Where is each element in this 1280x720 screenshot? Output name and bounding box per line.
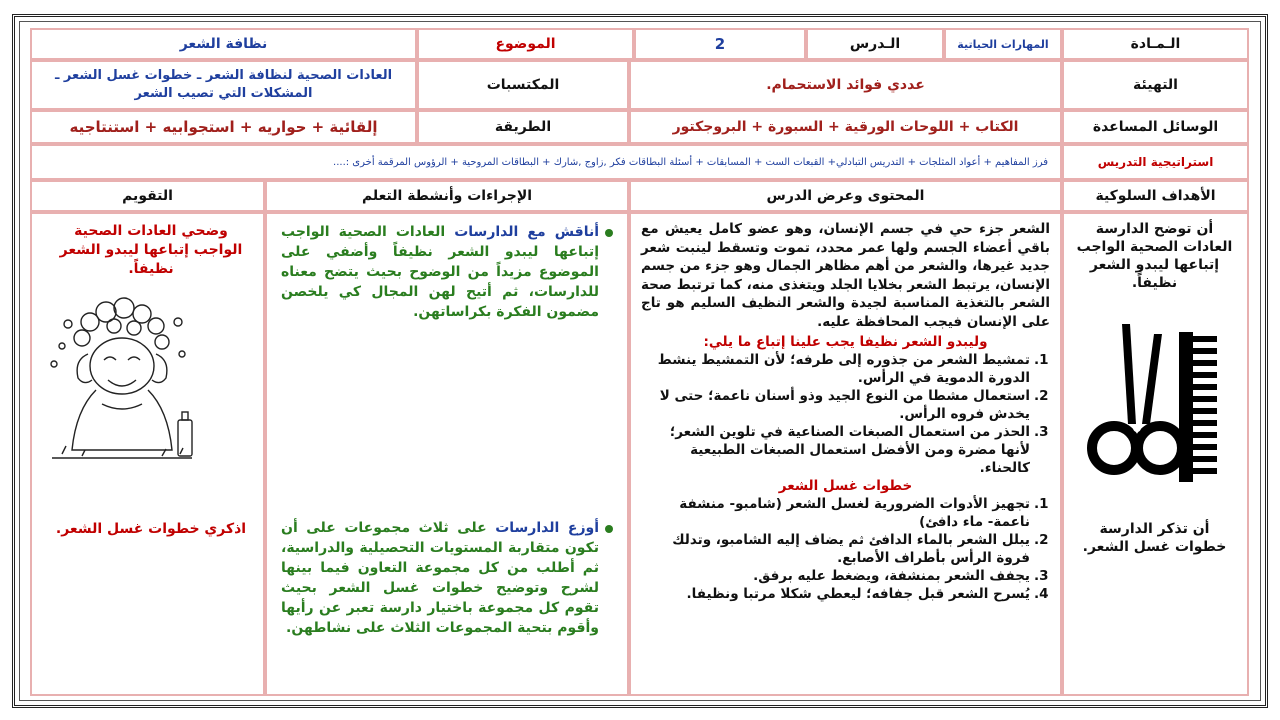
list-item: 1. تمشيط الشعر من جذوره إلى طرفه؛ لأن التمشيط ينشط الدورة الدموية في الرأس. [657,352,1049,386]
content-column [629,212,1062,696]
list-item: 4. يُسرح الشعر قبل جفافه؛ ليعطي شكلا مرتبا ونظيفا. [686,586,1049,602]
procedure-2 [281,518,613,638]
wash-steps-list [641,495,1050,603]
evaluation-2: اذكري خطوات غسل الشعر. [55,521,247,537]
evaluation-header: التقويم [30,180,265,212]
aids-label: الوسائل المساعدة [1062,110,1249,144]
evaluation-1: وضحي العادات الصحية الواجب إتباعها ليبدو الشعر نظيفاً. [59,223,243,277]
lesson-value: 2 [634,28,806,60]
procedure-1-text: العادات الصحية الواجب إتباعها ليبدو الشعر نظيفاً وأضفي على الموضوع مزيداً من الوضوح بحيث يتضح معناه للدارسات، ثم أتيح لهن المجال كي يلخصن مضمون الفكرة بكراساتهن. [281,224,599,320]
method-value: إلقائية + حواريه + استجوابيه + استنتاجيه [30,110,417,144]
topic-label: الموضوع [417,28,634,60]
wash-steps-title: خطوات غسل الشعر [778,478,913,494]
intro-value: عددي فوائد الاستحمام. [629,60,1062,110]
outcomes-value: العادات الصحية لنظافة الشعر ـ خطوات غسل الشعر ـ المشكلات التي تصيب الشعر [30,60,417,110]
content-header: المحتوى وعرض الدرس [629,180,1062,212]
list-item: 1. تجهيز الأدوات الضرورية لغسل الشعر (شامبو- منشفة ناعمة- ماء دافئ) [679,496,1049,530]
lesson-label: الـدرس [806,28,944,60]
content-intro: الشعر جزء حي في جسم الإنسان، وهو عضو كامل يعيش مع باقي أعضاء الجسم ولها عمر محدد، تموت وتسقط لينبت شعر جديد غيرها، والشعر من أهم مظاهر الجمال وهو جزء من جسم الإنسان، يرتبط الشعر بخلايا الجلد ويتغذى منه، كما ترتبط صحة الشعر بالتغذية المناسبة لجيدة والشعر النظيف السليم هو تاج على الإنسان فيجب المحافظة عليه. [641,221,1050,330]
procedure-2-text: على ثلاث مجموعات على أن تكون متقاربة المستويات التحصيلية والدراسية، ثم أطلب من كل مجموعة التعاون فيما بينها لشرح وتوضيح خطوات غسل الشعر بحيث تقوم كل مجموعة باختيار دارسة تعبر عن رأيها وأقوم بتحية المجموعات الثلاث على نشاطهن. [281,520,599,636]
strategy-value: فرز المفاهيم + أعواد المثلجات + التدريس التبادلي+ القبعات الست + المسابقات + أسئلة البطاقات فكر ,زاوج ,شارك + البطاقات المروحية + الرؤوس المرقمة أخرى :.... [30,144,1062,180]
list-item: 3. يجفف الشعر بمنشفة، ويضغط عليه برفق. [753,568,1049,584]
procedure-2-lead: أوزع الدارسات [495,520,599,536]
procedures-column [265,212,629,696]
strategy-label: استراتيجية التدريس [1062,144,1249,180]
bullet-icon [605,525,613,533]
subject-value: المهارات الحياتية [944,28,1062,60]
clean-steps-title: وليبدو الشعر نظيفا يجب علينا إتباع ما يلي: [703,334,988,350]
list-item: 2. استعمال مشطا من النوع الجيد وذو أسنان ناعمة؛ حتى لا يخدش فروه الرأس. [659,388,1049,422]
girl-washing-hair-illustration [42,294,202,474]
objective-2: أن تذكر الدارسة خطوات غسل الشعر. [1082,521,1227,555]
objectives-column [1062,212,1249,696]
bullet-icon [605,229,613,237]
procedure-1-lead: أناقش مع الدارسات [454,224,600,240]
procedure-1 [281,222,613,322]
objectives-header: الأهداف السلوكية [1062,180,1249,212]
list-item: 3. الحذر من استعمال الصبغات الصناعية في تلوين الشعر؛ لأنها مضرة ومن الأفضل استعمال الصبغات الطبيعية كالحناء. [669,424,1049,476]
procedures-header: الإجراءات وأنشطة التعلم [265,180,629,212]
evaluation-column [30,212,265,696]
method-label: الطريقة [417,110,629,144]
topic-value: نظافة الشعر [30,28,417,60]
outcomes-label: المكتسبات [417,60,629,110]
list-item: 2. يبلل الشعر بالماء الدافئ ثم يضاف إليه الشامبو، وتدلك فروة الرأس بأطراف الأصابع. [672,532,1049,566]
comb-scissors-icon [1074,324,1234,494]
clean-steps-list [641,351,1050,477]
aids-value: الكتاب + اللوحات الورقية + السبورة + البروجكتور [629,110,1062,144]
objective-1: أن توضح الدارسة العادات الصحية الواجب إتباعها ليبدو الشعر نظيفاً. [1076,221,1233,291]
subject-label: الـمـادة [1062,28,1249,60]
intro-label: التهيئة [1062,60,1249,110]
